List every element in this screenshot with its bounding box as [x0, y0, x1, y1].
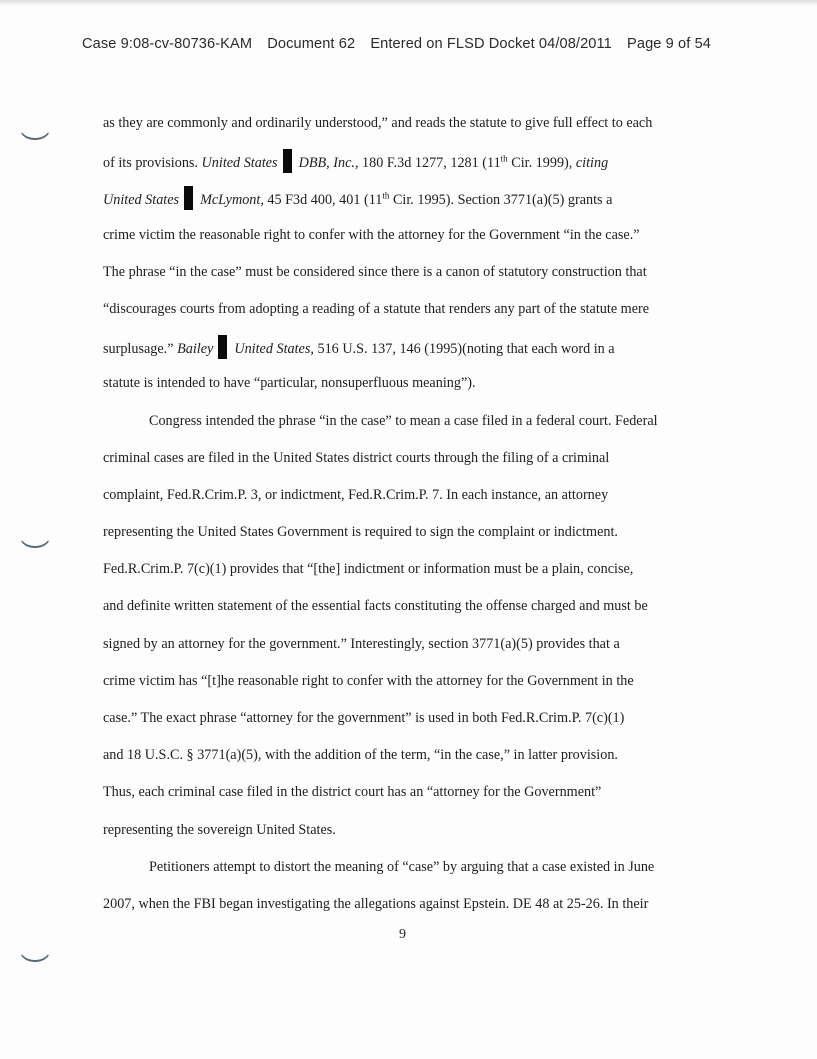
punch-hole-middle: [18, 530, 52, 548]
case-citation: United States: [201, 155, 278, 172]
text-line: statute is intended to have “particular, nonsuperfluous meaning”).: [103, 375, 476, 392]
text-line: of its provisions. United States DBB, Inc., 180 F.3d 1277, 1281 (11th Cir. 1999), citing: [103, 149, 713, 186]
case-citation: McLymont: [200, 192, 261, 209]
text-line: Thus, each criminal case filed in the district court has an “attorney for the Government”: [103, 784, 602, 801]
text-line: The phrase “in the case” must be considered since there is a canon of statutory construction that: [103, 263, 647, 280]
text-line: “discourages courts from adopting a reading of a statute that renders any part of the statute mere: [103, 300, 650, 317]
text-line: crime victim has “[t]he reasonable right to confer with the attorney for the Government in the: [103, 672, 634, 689]
text-line: 2007, when the FBI began investigating the allegations against Epstein. DE 48 at 25-26. In their: [103, 895, 649, 912]
redaction-bar: [218, 335, 227, 359]
text-line: and definite written statement of the essential facts constituting the offense charged and must be: [103, 598, 648, 615]
punch-hole-bottom: [18, 944, 52, 962]
page-of: Page 9 of 54: [627, 36, 711, 52]
punch-hole-top: [18, 122, 52, 140]
scan-edge: [0, 0, 817, 6]
case-citation: United States: [103, 192, 180, 209]
text-line: and 18 U.S.C. § 3771(a)(5), with the addition of the term, “in the case,” in latter provision.: [103, 747, 618, 764]
redaction-bar: [283, 149, 292, 173]
text-line: representing the sovereign United States.: [103, 821, 336, 838]
text-line: Fed.R.Crim.P. 7(c)(1) provides that “[the] indictment or information must be a plain, concise,: [103, 561, 634, 578]
case-citation: DBB, Inc.: [298, 155, 355, 172]
case-number: Case 9:08-cv-80736-KAM: [82, 36, 253, 52]
text-line: complaint, Fed.R.Crim.P. 3, or indictment, Fed.R.Crim.P. 7. In each instance, an attorney: [103, 486, 609, 503]
docket-entry: Entered on FLSD Docket 04/08/2011: [370, 36, 612, 52]
text-line: representing the United States Government is required to sign the complaint or indictment.: [103, 524, 618, 541]
text-line: United States McLymont, 45 F3d 400, 401 (11th Cir. 1995). Section 3771(a)(5) grants a: [103, 186, 713, 223]
text-line: case.” The exact phrase “attorney for the government” is used in both Fed.R.Crim.P. 7(c)(1): [103, 710, 625, 726]
case-citation: Bailey: [177, 341, 214, 358]
text-line: as they are commonly and ordinarily understood,” and reads the statute to give full effect to each: [103, 115, 653, 131]
redaction-bar: [184, 186, 193, 210]
paragraph-start: Congress intended the phrase “in the case” to mean a case filed in a federal court. Federal: [149, 412, 658, 429]
text-line: signed by an attorney for the government.” Interestingly, section 3771(a)(5) provides that a: [103, 635, 620, 652]
text-line: crime victim the reasonable right to confer with the attorney for the Government “in the case.”: [103, 226, 640, 243]
docket-header: [82, 36, 742, 52]
body-text: [103, 112, 713, 930]
text-line: surplusage.” Bailey United States, 516 U.S. 137, 146 (1995)(noting that each word in a: [103, 335, 713, 372]
paragraph-start: Petitioners attempt to distort the meaning of “case” by arguing that a case existed in June: [149, 858, 655, 875]
case-citation: United States: [234, 341, 311, 358]
text-line: criminal cases are filed in the United States district courts through the filing of a criminal: [103, 449, 610, 466]
document-number: Document 62: [267, 36, 356, 52]
page-number: 9: [399, 927, 406, 942]
